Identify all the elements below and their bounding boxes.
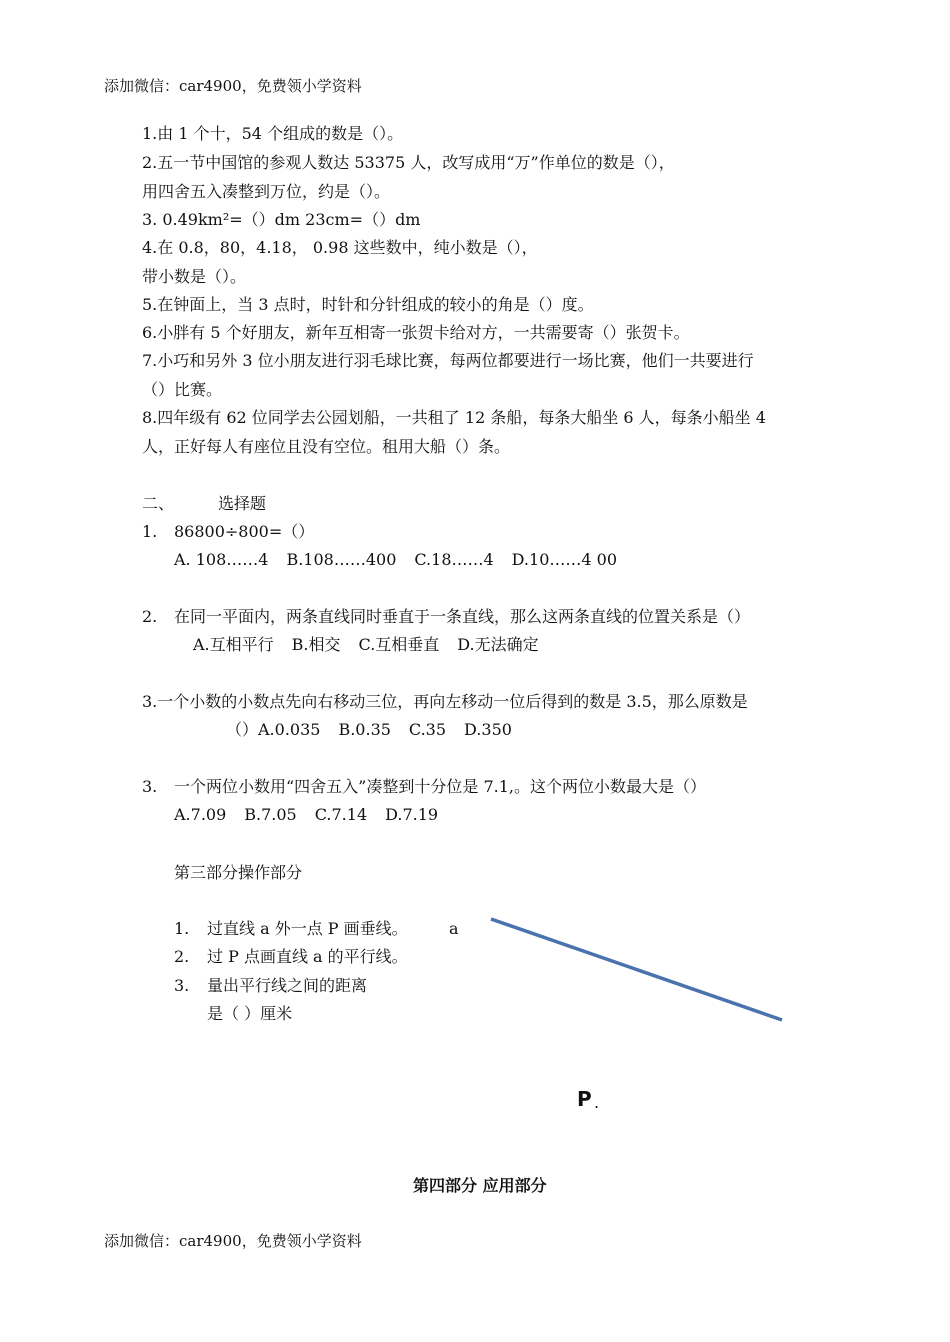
part3-item-3-text: 量出平行线之间的距离 (207, 976, 368, 995)
choice-option: B.相交 (291, 635, 341, 654)
choice-1-number: 1. (142, 522, 158, 541)
fill-question-7-cont: （）比赛。 (142, 380, 223, 399)
section-heading: 选择题 (218, 494, 267, 513)
part3-item-1-text: 过直线 a 外一点 P 画垂线。 (207, 919, 408, 938)
part3-item-3-number: 3. (174, 976, 190, 995)
part3-item-3-cont: 是（ ）厘米 (207, 1004, 293, 1023)
part3-item-2-text: 过 P 点画直线 a 的平行线。 (207, 947, 408, 966)
choice-option: D.350 (464, 720, 512, 739)
choice-option: A.互相平行 (193, 635, 274, 654)
fill-question-1: 1.由 1 个十，54 个组成的数是（）。 (142, 124, 404, 143)
choice-option: D.7.19 (385, 805, 439, 824)
part3-item-1-number: 1. (174, 919, 190, 938)
choice-2-number: 2. (142, 607, 158, 626)
fill-question-4-cont: 带小数是（）。 (142, 267, 247, 286)
choice-option: C.互相垂直 (358, 635, 440, 654)
point-p-dot: . (594, 1093, 600, 1112)
part3-item-2-number: 2. (174, 947, 190, 966)
choice-option: C.7.14 (314, 805, 368, 824)
line-a (491, 919, 782, 1020)
choice-3-text: 3.一个小数的小数点先向右移动三位，再向左移动一位后得到的数是 3.5，那么原数是 (142, 692, 748, 711)
choice-option: B.0.35 (338, 720, 391, 739)
fill-question-2: 2.五一节中国馆的参观人数达 53375 人，改写成用“万”作单位的数是（）， (142, 153, 675, 172)
choice-option: A. 108……4 (174, 550, 269, 569)
part3-title: 第三部分操作部分 (174, 863, 303, 882)
choice-option: B.7.05 (244, 805, 297, 824)
point-p-label: P (577, 1087, 592, 1111)
fill-question-2-cont: 用四舍五入凑整到万位，约是（）。 (142, 182, 391, 201)
choice-option: D.无法确定 (457, 635, 539, 654)
part4-title: 第四部分 应用部分 (413, 1176, 547, 1195)
choice-option: D.10……4 00 (511, 550, 617, 569)
choice-2-text: 在同一平面内，两条直线同时垂直于一条直线，那么这两条直线的位置关系是（） (174, 607, 751, 626)
fill-question-8-cont: 人，正好每人有座位且没有空位。租用大船（）条。 (142, 437, 511, 456)
fill-question-3: 3. 0.49km²=（）dm 23cm=（）dm (142, 210, 421, 229)
page-header: 添加微信：car4900，免费领小学资料 (104, 77, 362, 95)
fill-question-6: 6.小胖有 5 个好朋友，新年互相寄一张贺卡给对方，一共需要寄（）张贺卡。 (142, 323, 690, 342)
choice-4-text: 一个两位小数用“四舍五入”凑整到十分位是 7.1,。这个两位小数最大是（） (174, 777, 706, 796)
fill-question-5: 5.在钟面上，当 3 点时，时针和分针组成的较小的角是（）度。 (142, 295, 594, 314)
section-number: 二、 (142, 494, 175, 513)
choice-option: （）A.0.035 (226, 720, 321, 739)
choice-option: C.35 (408, 720, 447, 739)
fill-question-4: 4.在 0.8，80，4.18， 0.98 这些数中，纯小数是（）， (142, 238, 538, 257)
fill-question-7: 7.小巧和另外 3 位小朋友进行羽毛球比赛，每两位都要进行一场比赛，他们一共要进行 (142, 351, 754, 370)
choice-option: C.18……4 (414, 550, 494, 569)
page-footer: 添加微信：car4900，免费领小学资料 (104, 1232, 362, 1250)
choice-4-number: 3. (142, 777, 158, 796)
fill-question-8: 8.四年级有 62 位同学去公园划船，一共租了 12 条船，每条大船坐 6 人，每条小船坐 4 (142, 408, 766, 427)
choice-1-text: 86800÷800=（） (174, 522, 315, 541)
choice-option: A.7.09 (174, 805, 227, 824)
line-a-label: a (449, 919, 459, 938)
choice-option: B.108……400 (286, 550, 397, 569)
